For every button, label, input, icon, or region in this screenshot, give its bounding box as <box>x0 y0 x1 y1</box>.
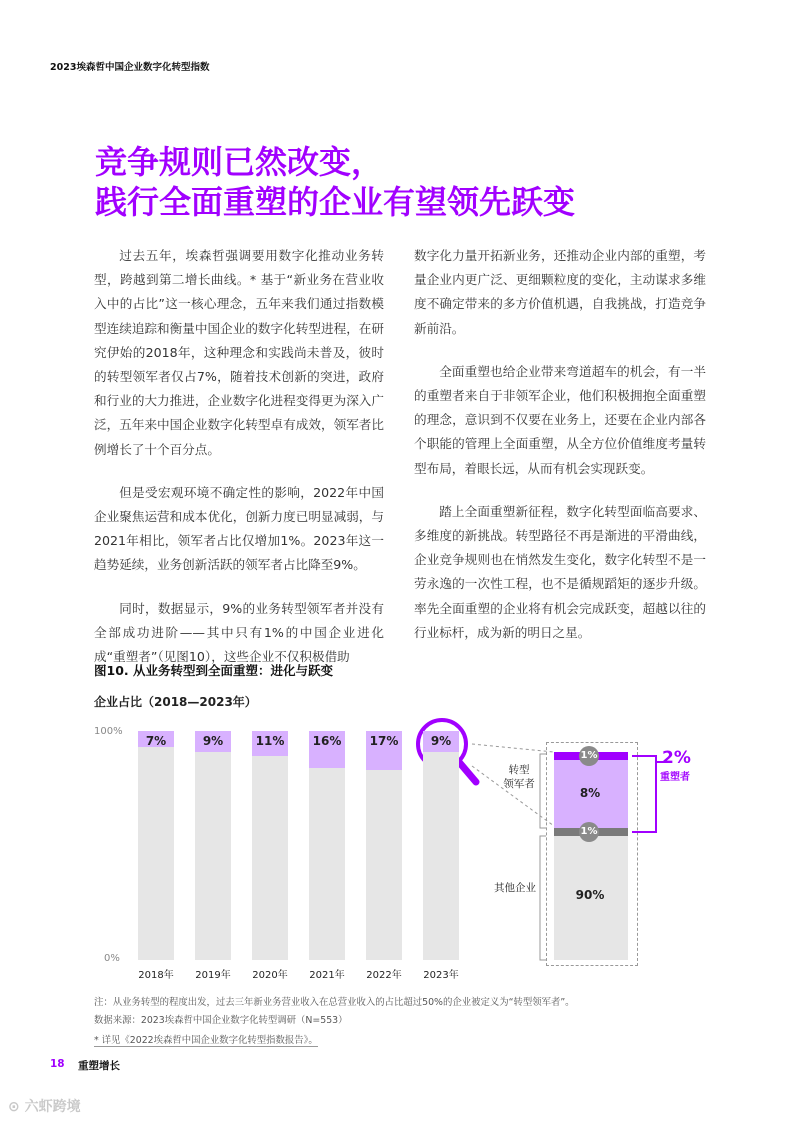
bar-leader-segment <box>309 731 345 768</box>
x-tick-label: 2019年 <box>195 970 231 981</box>
figure-title: 图10. 从业务转型到全面重塑：进化与跃变 <box>94 663 333 678</box>
page-title-line2: 践行全面重塑的企业有望领先跃变 <box>95 183 576 221</box>
section-name: 重塑增长 <box>78 1060 120 1072</box>
bar-1 <box>138 731 174 960</box>
x-tick-label: 2022年 <box>366 970 402 981</box>
body-column-left <box>94 244 384 688</box>
body-column-right <box>414 244 706 664</box>
paragraph: 数字化力量开拓新业务，还推动企业内部的重塑，考量企业内更广泛、更细颗粒度的变化，主动谋求多维度不确定带来的多方价值机遇，自我挑战，打造竞争新前沿。 <box>414 248 706 336</box>
page-title-line1: 竞争规则已然改变， <box>95 143 384 181</box>
page-title <box>95 142 575 222</box>
bar-value-label: 7% <box>145 734 167 748</box>
paragraph: 但是受宏观环境不确定性的影响，2022年中国企业聚焦运营和成本优化，创新力度已明显减弱，与2021年相比，领军者占比仅增加1%。2023年这一趋势延续，业务创新活跃的领军者占比降至9%。 <box>94 484 384 573</box>
detail-value-marker: 1% <box>580 826 598 837</box>
label-leaders: 转型 领军者 <box>503 764 535 790</box>
page-number: 18 <box>50 1058 65 1070</box>
bar-leader-segment <box>366 731 402 770</box>
figure-source: 数据来源：2023埃森哲中国企业数字化转型调研（N=553） <box>94 1015 348 1026</box>
bar-2 <box>195 731 231 960</box>
paragraph: 过去五年，埃森哲强调要用数字化推动业务转型，跨越到第二增长曲线。* 基于“新业务在营业收入中的占比”这一核心理念，五年来我们通过指数模型连续追踪和衡量中国企业的数字化转型进程，在研究伊始的2018年，这种理念和实践尚未普及，彼时的转型领军者仅占7%，随着技术创新的突进，政府和行业的大力推进，企业数字化进程变得更为深入广泛，五年来中国企业数字化转型卓有成效，领军者比例增长了十个百分点。 <box>94 248 384 457</box>
reinventor-label: 重塑者 <box>660 772 690 783</box>
paragraph: 全面重塑也给企业带来弯道超车的机会，有一半的重塑者来自于非领军企业，他们积极拥抱全面重塑的理念，意识到不仅要在业务上，还要在企业内部各个职能的管理上全面重塑，从全方位价值维度考量转型布局，着眼长远，从而有机会实现跃变。 <box>414 363 706 476</box>
detail-value-leaders: 8% <box>579 786 601 800</box>
bar-value-label: 9% <box>430 734 452 748</box>
figure-note: 注：从业务转型的程度出发，过去三年新业务营业收入在总营业收入的占比超过50%的企业被定义为“转型领军者”。 <box>94 997 575 1008</box>
label-other: 其他企业 <box>494 882 536 894</box>
x-tick-label: 2018年 <box>138 970 174 981</box>
watermark: ⊙ 六虾跨境 <box>8 1099 81 1115</box>
running-title: 2023埃森哲中国企业数字化转型指数 <box>50 62 210 73</box>
x-tick-label: 2020年 <box>252 970 288 981</box>
y-tick-top: 100% <box>94 726 123 737</box>
x-tick-label: 2021年 <box>309 970 345 981</box>
bar-value-label: 17% <box>369 734 399 748</box>
bar-4 <box>309 731 345 960</box>
bar-3 <box>252 731 288 960</box>
detail-value-other: 90% <box>575 888 605 902</box>
x-tick-label: 2023年 <box>423 970 459 981</box>
bar-leader-segment <box>138 731 174 747</box>
y-tick-bottom: 0% <box>104 953 120 964</box>
paragraph: 踏上全面重塑新征程，数字化转型面临高要求、多维度的新挑战。转型路径不再是渐进的平滑曲线，企业竞争规则也在悄然发生变化，数字化转型不是一劳永逸的一次性工程，也不是循规蹈矩的逐步升级。率先全面重塑的企业将有机会完成跃变，超越以往的行业标杆，成为新的明日之星。 <box>414 503 706 640</box>
footnote: * 详见《2022埃森哲中国企业数字化转型指数报告》。 <box>94 1032 318 1047</box>
bracket-lines <box>536 752 550 962</box>
bar-leader-segment <box>195 731 231 752</box>
paragraph: 同时，数据显示，9%的业务转型领军者并没有全部成功进阶——其中只有1%的中国企业进化成“重塑者”（见图10），这些企业不仅积极借助 <box>94 600 384 665</box>
bar-value-label: 16% <box>312 734 342 748</box>
bar-leader-segment <box>423 731 459 752</box>
bar-value-label: 9% <box>202 734 224 748</box>
detail-value-top: 1% <box>580 750 598 761</box>
reinventor-value: 2% <box>662 748 691 768</box>
figure-subtitle: 企业占比（2018—2023年） <box>94 695 257 709</box>
bar-5 <box>366 731 402 960</box>
bar-leader-segment <box>252 731 288 756</box>
bar-6 <box>423 731 459 960</box>
bar-value-label: 11% <box>255 734 285 748</box>
